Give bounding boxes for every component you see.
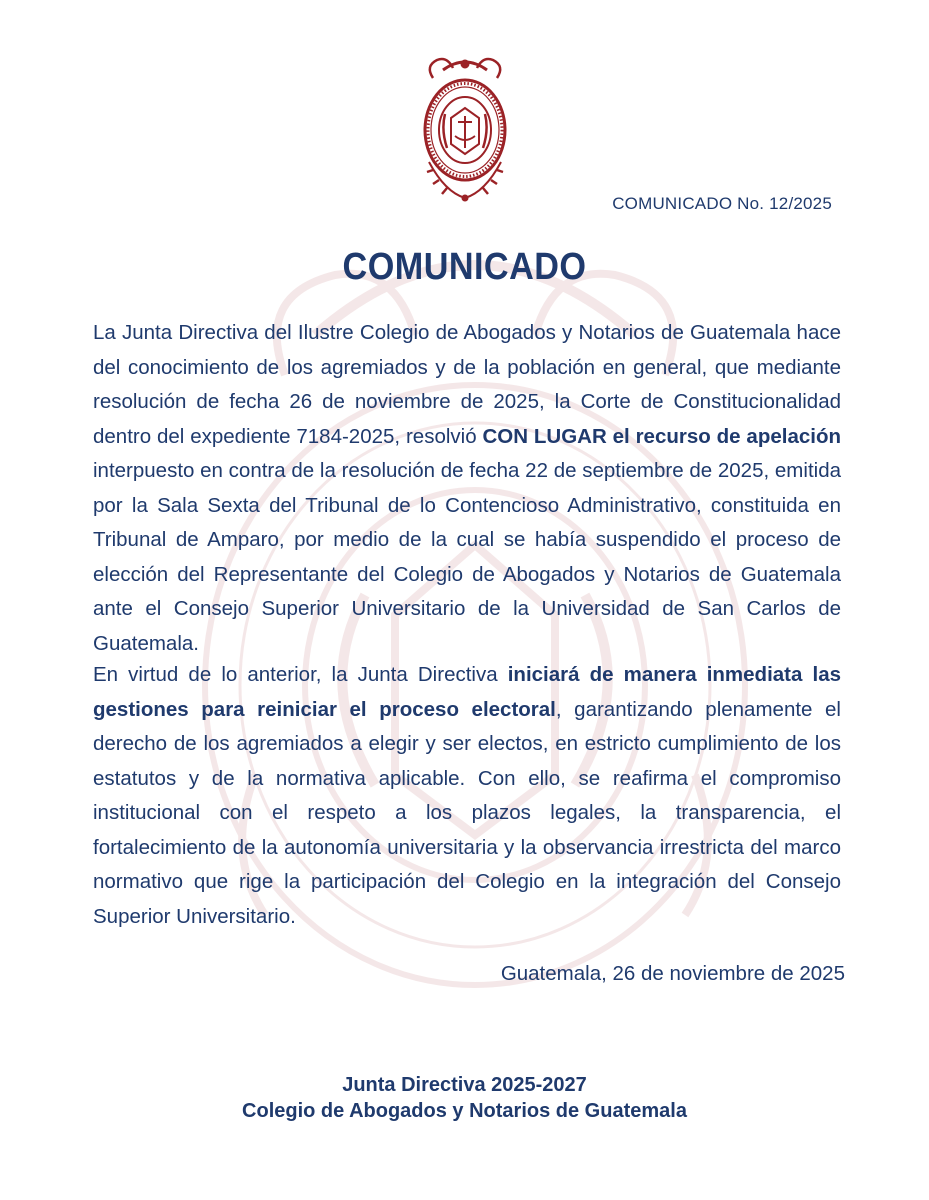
signature-institution: Colegio de Abogados y Notarios de Guatemala (242, 1100, 687, 1122)
communique-number: COMUNICADO No. 12/2025 (612, 194, 832, 213)
paragraph-1-bold-text: CON LUGAR el recurso de apelación (482, 424, 841, 448)
paragraph-1-text-end: interpuesto en contra de la resolución de fecha 22 de septiembre de 2025, emitida por la Sala Sexta del Tribunal de lo Contencioso Administrativo, constituida en Tribunal de Amparo, por medio de la cual se había suspendido el proceso de elección del Representante del Colegio de Abogados y Notarios de Guatemala ante el Consejo Superior Universitario de la Universidad de San Carlos de Guatemala. (93, 459, 841, 655)
paragraph-2-bold-text: iniciará de manera inmediata las gestiones para reiniciar el proceso electoral (93, 663, 841, 721)
signature-block (0, 1072, 929, 1124)
paragraph-2-text-start: En virtud de lo anterior, la Junta Directiva (93, 663, 508, 686)
signature-board: Junta Directiva 2025-2027 (342, 1074, 587, 1096)
body-paragraph-2 (93, 658, 841, 934)
body-paragraph-1 (93, 316, 841, 661)
colegio-seal-icon (415, 52, 515, 204)
paragraph-1-text-start: La Junta Directiva del Ilustre Colegio de Abogados y Notarios de Guatemala hace del conocimiento de los agremiados y de la población en general, que mediante resolución de fecha 26 de noviembre de 2025, la Corte de Constitucionalidad dentro del expediente 7184-2025, resolvió (93, 321, 841, 448)
date-line: Guatemala, 26 de noviembre de 2025 (500, 962, 845, 985)
page-title: COMUNICADO (342, 246, 587, 288)
paragraph-2-text-end: , garantizando plenamente el derecho de los agremiados a elegir y ser electos, en estricto cumplimiento de los estatutos y de la normativa aplicable. Con ello, se reafirma el compromiso institucional con el respeto a los plazos legales, la transparencia, el fortalecimiento de la autonomía universitaria y la observancia irrestricta del marco normativo que rige la participación del Colegio en la integración del Consejo Superior Universitario. (93, 697, 841, 928)
